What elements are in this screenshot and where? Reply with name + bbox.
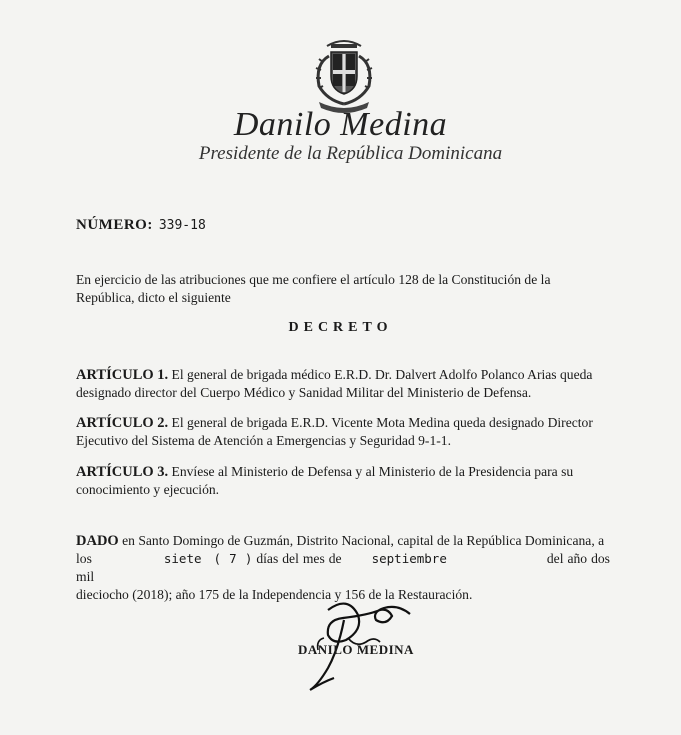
article-1-line-2: designado director del Cuerpo Médico y Sanidad Militar del Ministerio de Defensa. xyxy=(76,385,532,400)
decree-number-value: 339-18 xyxy=(158,218,206,233)
president-name-script: Danilo Medina xyxy=(233,106,448,143)
article-2-line-1: El general de brigada E.R.D. Vicente Mota Medina queda designado Director xyxy=(168,415,593,430)
dado-day-word: siete xyxy=(163,551,202,566)
president-title-script: Presidente de la República Dominicana xyxy=(198,143,503,164)
dado-line-1: en Santo Domingo de Guzmán, Distrito Nacional, capital de la República Dominicana, a xyxy=(118,533,605,548)
article-1-line-1: El general de brigada médico E.R.D. Dr. Dalvert Adolfo Polanco Arias queda xyxy=(168,367,593,382)
coat-of-arms-icon xyxy=(305,34,383,116)
dado-year-text: del año dos mil xyxy=(76,551,610,584)
article-1-head: ARTÍCULO 1. xyxy=(76,367,169,383)
article-2 xyxy=(76,414,610,450)
article-2-line-2: Ejecutivo del Sistema de Atención a Emergencias y Seguridad 9-1-1. xyxy=(76,433,451,448)
intro-line-1: En ejercicio de las atribuciones que me confiere el artículo 128 de la Constitución de la xyxy=(76,272,551,287)
article-3-line-1: Envíese al Ministerio de Defensa y al Ministerio de la Presidencia para su xyxy=(168,464,574,479)
dado-day-number: ( 7 ) xyxy=(213,551,253,566)
decree-number xyxy=(76,217,206,234)
intro-paragraph xyxy=(76,271,610,307)
article-3-line-2: conocimiento y ejecución. xyxy=(76,482,220,497)
decree-number-label: NÚMERO: xyxy=(76,217,153,233)
signature-name: DANILO MEDINA xyxy=(298,642,414,657)
dado-line-3: dieciocho (2018); año 175 de la Independencia y 156 de la Restauración. xyxy=(76,587,473,602)
article-3-head: ARTÍCULO 3. xyxy=(76,464,169,480)
dado-los: los xyxy=(76,551,92,566)
intro-line-2: República, dicto el siguiente xyxy=(76,290,231,305)
decreto-heading: DECRETO xyxy=(288,320,393,335)
dado-month: septiembre xyxy=(371,551,447,566)
dado-month-text: días del mes de xyxy=(256,551,342,566)
article-3 xyxy=(76,463,610,499)
article-2-head: ARTÍCULO 2. xyxy=(76,415,169,431)
dado-head: DADO xyxy=(76,533,119,549)
article-1 xyxy=(76,366,610,402)
